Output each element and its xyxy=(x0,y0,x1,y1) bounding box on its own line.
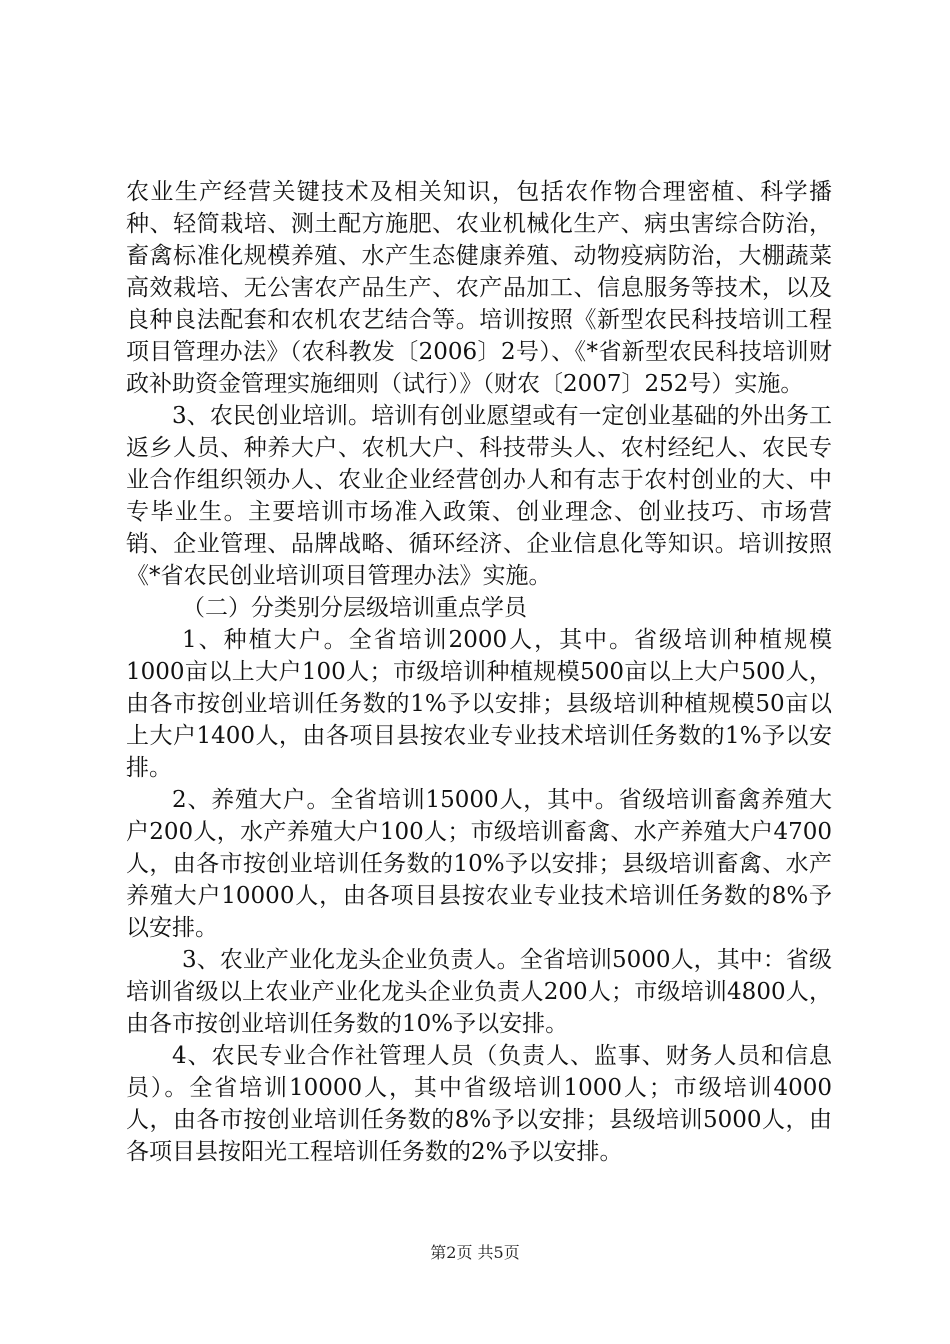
paragraph-1: 农业生产经营关键技术及相关知识，包括农作物合理密植、科学播种、轻简栽培、测土配方施肥、农业机械化生产、病虫害综合防治，畜禽标准化规模养殖、水产生态健康养殖、动物疫病防治，大棚蔬菜高效栽培、无公害农产品生产、农产品加工、信息服务等技术，以及良种良法配套和农机农艺结合等。培训按照《新型农民科技培训工程项目管理办法》（农科教发〔2006〕2号）、《*省新型农民科技培训财政补助资金管理实施细则（试行）》（财农〔2007〕252号）实施。 xyxy=(126,179,832,397)
paragraph-5: 3、农业产业化龙头企业负责人。全省培训5000人，其中：省级培训省级以上农业产业化龙头企业负责人200人；市级培训4800人，由各市按创业培训任务数的10%予以安排。 xyxy=(126,947,832,1037)
page-footer: 第2页 共5页 xyxy=(430,1243,520,1262)
section-heading: （二）分类别分层级培训重点学员 xyxy=(182,595,527,621)
document-body xyxy=(126,176,832,1168)
paragraph-6: 4、农民专业合作社管理人员（负责人、监事、财务人员和信息员）。全省培训10000人，其中省级培训1000人；市级培训4000人，由各市按创业培训任务数的8%予以安排；县级培训5000人，由各项目县按阳光工程培训任务数的2%予以安排。 xyxy=(126,1043,832,1165)
paragraph-2: 3、农民创业培训。培训有创业愿望或有一定创业基础的外出务工返乡人员、种养大户、农机大户、科技带头人、农村经纪人、农民专业合作组织领办人、农业企业经营创办人和有志于农村创业的大、中专毕业生。主要培训市场准入政策、创业理念、创业技巧、市场营销、企业管理、品牌战略、循环经济、企业信息化等知识。培训按照《*省农民创业培训项目管理办法》实施。 xyxy=(126,403,832,589)
paragraph-3: 1、种植大户。全省培训2000人，其中。省级培训种植规模1000亩以上大户100人；市级培训种植规模500亩以上大户500人，由各市按创业培训任务数的1%予以安排；县级培训种植规模50亩以上大户1400人，由各项目县按农业专业技术培训任务数的1%予以安排。 xyxy=(126,627,832,781)
paragraph-4: 2、养殖大户。全省培训15000人，其中。省级培训畜禽养殖大户200人，水产养殖大户100人；市级培训畜禽、水产养殖大户4700人，由各市按创业培训任务数的10%予以安排；县级培训畜禽、水产养殖大户10000人，由各项目县按农业专业技术培训任务数的8%予以安排。 xyxy=(126,787,832,941)
